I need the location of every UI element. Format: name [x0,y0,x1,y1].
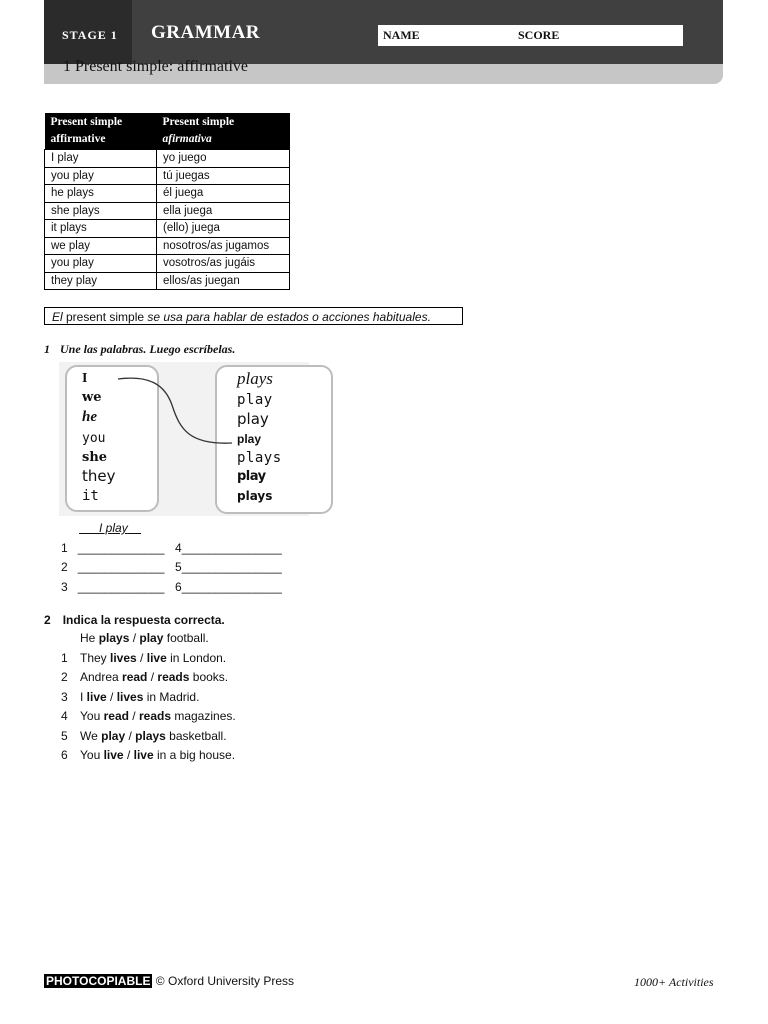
sentence-text: You read / reads magazines. [80,709,236,723]
answer-line: 5_______________ [175,560,282,574]
verb-word-box [215,365,333,514]
sentence-text: You live / live in a big house. [80,748,236,762]
sentence-text: I live / lives in Madrid. [80,690,200,704]
sentence-item: 2 [61,670,68,684]
stage-label: STAGE 1 [62,28,118,42]
table-header-affirmative: Present simple affirmative [45,113,157,150]
word-play-3: play [237,432,262,446]
page-title: GRAMMAR [151,22,261,43]
footer-copyright: PHOTOCOPIABLE © Oxford University Press [46,974,295,988]
table-row: we play nosotros/as jugamos [45,237,290,255]
footer-series: 1000+ Activities [634,975,714,989]
sentence-item: 5 [61,729,68,743]
table-header-afirmativa: Present simple afirmativa [157,113,290,150]
table-row: I play yo juego [45,150,290,168]
word-she: she [82,450,108,465]
answer-line: 1 _____________ [61,541,165,555]
answer-line: 3 _____________ [61,580,165,594]
table-row: he plays él juega [45,185,290,203]
section-title: 1 Present simple: affirmative [63,58,248,75]
name-label: NAME [383,28,420,42]
table-row: you play tú juegas [45,167,290,185]
word-play-2: play [237,410,269,428]
answer-line: 6_______________ [175,580,282,594]
word-they: they [82,467,116,485]
photocopiable-badge: PHOTOCOPIABLE [46,974,151,988]
example-sentence: He plays / play football. [80,631,209,645]
word-you: you [82,431,106,446]
sentence-item: 1 [61,651,68,665]
word-it: it [82,488,99,504]
sentence-text: They lives / live in London. [80,651,227,665]
word-plays-3: plays [237,489,273,503]
answer-line: 4_______________ [175,541,282,555]
sentence-text: We play / plays basketball. [80,729,227,743]
sentence-text: Andrea read / reads books. [80,670,229,684]
table-row: you play vosotros/as jugáis [45,255,290,273]
word-play-4: play [237,469,266,484]
table-row: they play ellos/as juegan [45,272,290,290]
exercise-1-title: 1 Une las palabras. Luego escríbelas. [44,342,236,356]
table-header-row [45,113,290,150]
exercise-2-title: 2 Indica la respuesta correcta. [44,613,225,627]
sentence-item: 6 [61,748,68,762]
example-answer: I play [99,521,128,535]
subject-word-box [65,365,159,512]
table-row: it plays (ello) juega [45,220,290,238]
word-we: we [82,390,102,405]
word-he: he [82,409,97,425]
word-i: I [82,371,88,386]
answer-line: 2 _____________ [61,560,165,574]
rule-box: El present simple se usa para hablar de estados o acciones habituales. [44,307,463,325]
score-label: SCORE [518,28,560,42]
sentence-item: 3 [61,690,68,704]
sentence-item: 4 [61,709,68,723]
word-plays-1: plays [237,369,273,388]
conjugation-table [44,113,290,290]
word-plays-2: plays [237,450,282,466]
word-play-1: play [237,392,273,408]
table-row: she plays ella juega [45,202,290,220]
